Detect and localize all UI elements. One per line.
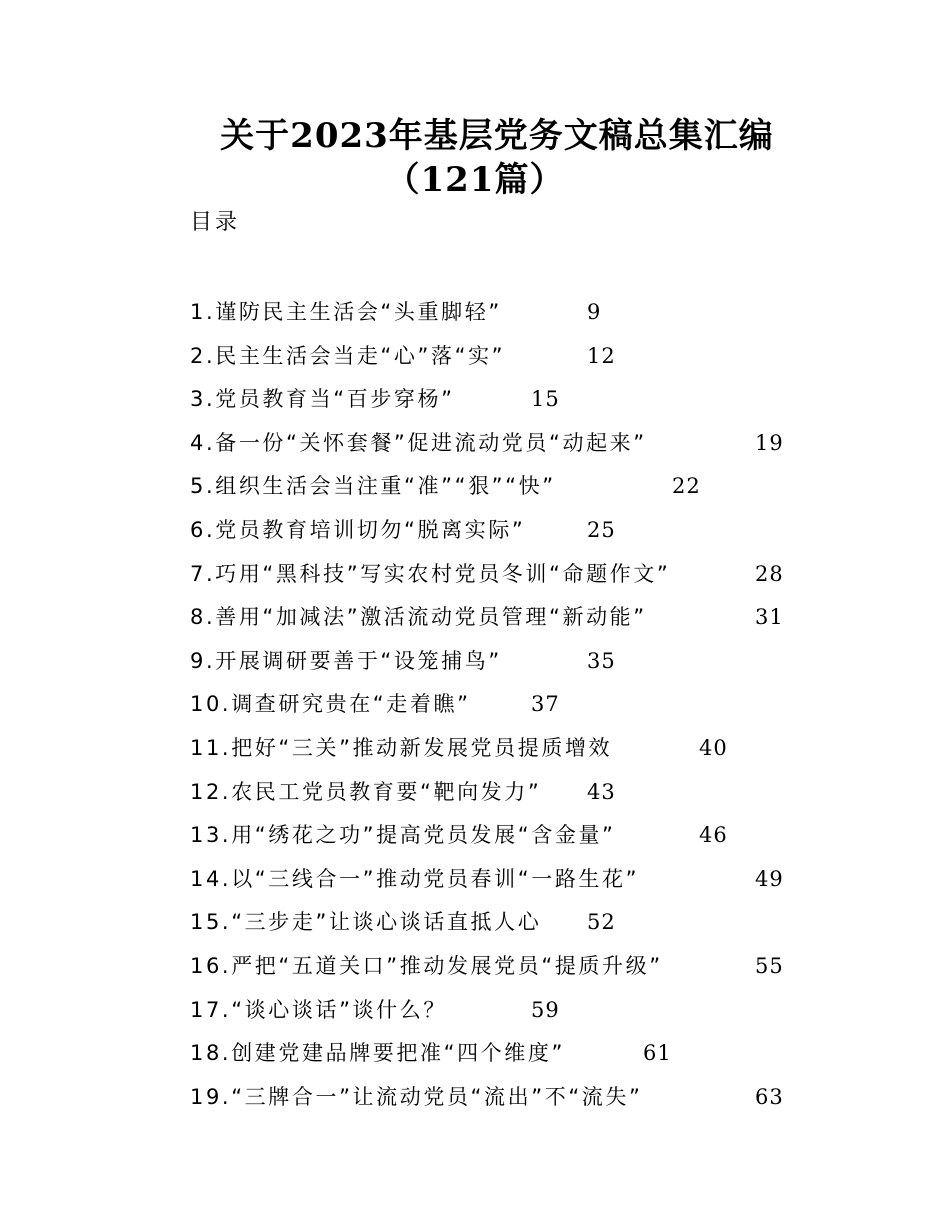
toc-entry-title: 16.严把“五道关口”推动发展党员“提质升级” — [190, 953, 663, 978]
toc-entry-title: 5.组织生活会当注重“准”“狠”“快” — [190, 474, 556, 499]
toc-entry-page: 55 — [755, 953, 784, 978]
document-title: 关于2023年基层党务文稿总集汇编 — [220, 116, 774, 156]
toc-entry — [190, 776, 790, 820]
toc-entry-page: 61 — [643, 1041, 672, 1066]
toc-entry — [190, 514, 790, 558]
table-of-contents — [190, 296, 790, 1124]
toc-entry-page: 31 — [755, 605, 784, 630]
toc-entry-title: 9.开展调研要善于“设笼捕鸟” — [190, 648, 502, 673]
toc-entry-title: 11.把好“三关”推动新发展党员提质增效 — [190, 735, 613, 760]
toc-entry-page: 52 — [587, 910, 616, 935]
toc-entry-title: 14.以“三线合一”推动党员春训“一路生花” — [190, 866, 640, 891]
toc-entry — [190, 645, 790, 689]
toc-entry-title: 12.农民工党员教育要“靶向发力” — [190, 779, 542, 804]
toc-entry-title: 13.用“绣花之功”提高党员发展“含金量” — [190, 823, 616, 848]
toc-entry-title: 6.党员教育培训切勿“脱离实际” — [190, 517, 526, 542]
toc-entry-page: 40 — [699, 735, 728, 760]
toc-entry — [190, 819, 790, 863]
toc-entry-page: 59 — [531, 997, 560, 1022]
toc-entry-title: 1.谨防民主生活会“头重脚轻” — [190, 300, 502, 324]
toc-entry-page: 9 — [587, 300, 602, 324]
toc-entry-page: 25 — [587, 517, 616, 542]
toc-entry — [190, 994, 790, 1038]
toc-entry-title: 18.创建党建品牌要把准“四个维度” — [190, 1041, 565, 1066]
toc-entry — [190, 950, 790, 994]
document-subtitle: （121篇） — [385, 160, 565, 200]
toc-entry-page: 63 — [755, 1084, 784, 1109]
toc-entry-page: 12 — [587, 343, 616, 368]
toc-entry-title: 4.备一份“关怀套餐”促进流动党员“动起来” — [190, 430, 647, 455]
toc-entry — [190, 863, 790, 907]
toc-entry-title: 7.巧用“黑科技”写实农村党员冬训“命题作文” — [190, 561, 671, 586]
toc-entry — [190, 427, 790, 471]
toc-entry-page: 15 — [531, 387, 560, 412]
toc-entry — [190, 470, 790, 514]
toc-entry-title: 17.“谈心谈话”谈什么？ — [190, 997, 447, 1022]
toc-entry — [190, 1081, 790, 1125]
toc-entry-page: 35 — [587, 648, 616, 673]
toc-entry — [190, 732, 790, 776]
toc-entry — [190, 296, 790, 340]
toc-entry-page: 19 — [755, 430, 784, 455]
toc-entry-page: 22 — [672, 474, 701, 499]
toc-entry — [190, 601, 790, 645]
toc-entry-page: 46 — [699, 823, 728, 848]
toc-entry-title: 10.调查研究贵在“走着瞧” — [190, 692, 471, 717]
toc-entry — [190, 688, 790, 732]
toc-entry-title: 8.善用“加减法”激活流动党员管理“新动能” — [190, 605, 647, 630]
toc-entry — [190, 340, 790, 384]
toc-entry-title: 19.“三牌合一”让流动党员“流出”不“流失” — [190, 1084, 643, 1109]
toc-entry-page: 28 — [755, 561, 784, 586]
toc-entry-page: 43 — [587, 779, 616, 804]
toc-entry-title: 15.“三步走”让谈心谈话直抵人心 — [190, 910, 542, 935]
toc-entry-title: 2.民主生活会当走“心”落“实” — [190, 343, 506, 368]
toc-entry-page: 49 — [755, 866, 784, 891]
toc-entry — [190, 1037, 790, 1081]
toc-entry-title: 3.党员教育当“百步穿杨” — [190, 387, 455, 412]
toc-heading: 目录 — [190, 210, 241, 235]
toc-entry-page: 37 — [531, 692, 560, 717]
toc-entry — [190, 906, 790, 950]
toc-entry — [190, 383, 790, 427]
toc-entry — [190, 558, 790, 602]
